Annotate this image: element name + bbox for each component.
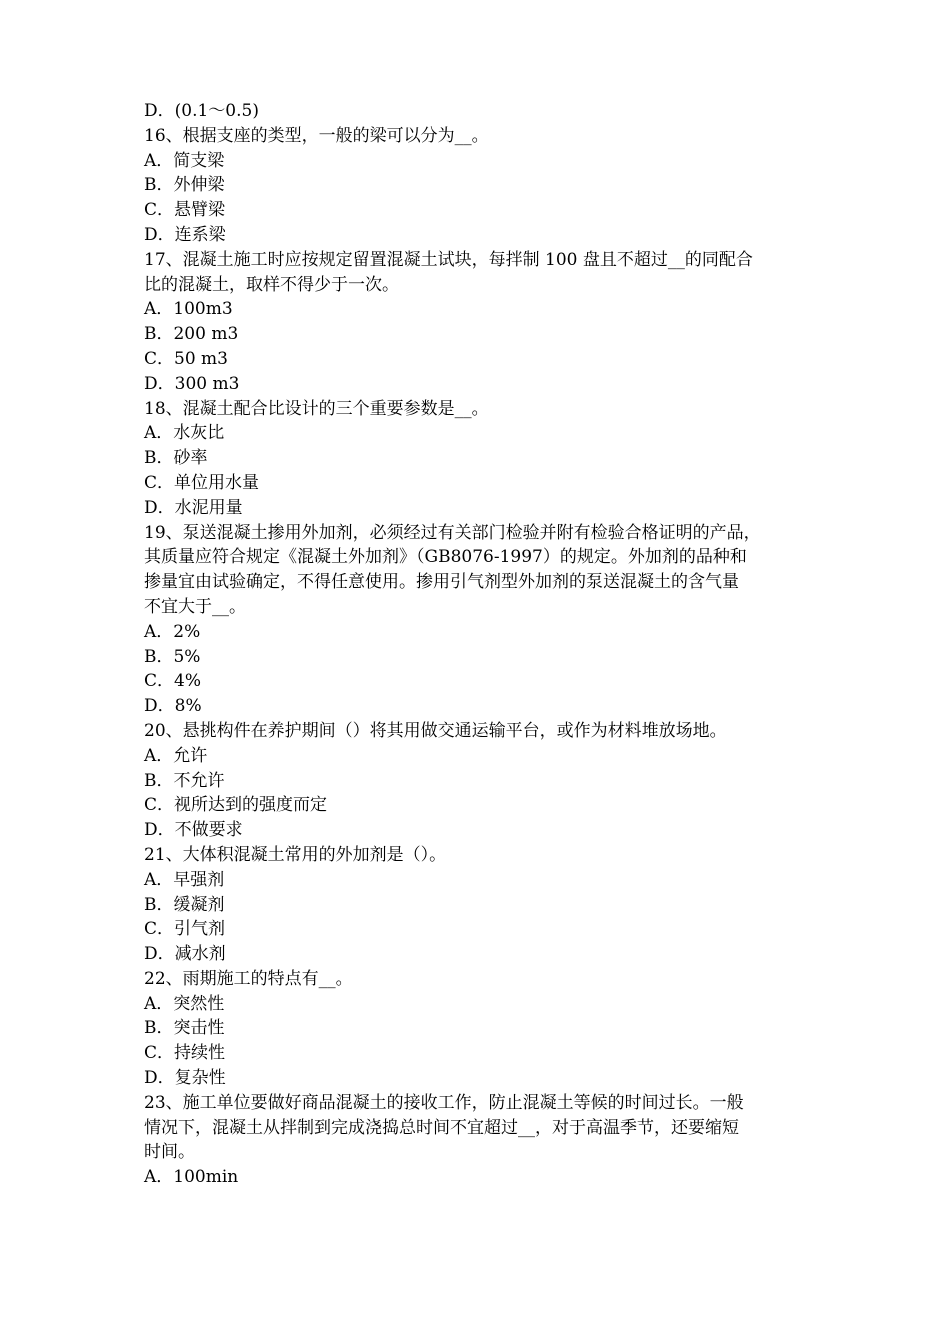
option-line: C．持续性 (144, 1043, 226, 1064)
option-line: C．视所达到的强度而定 (144, 795, 328, 816)
option-line: D．水泥用量 (144, 497, 243, 518)
option-line: A．100m3 (144, 299, 233, 320)
option-line: A．突然性 (144, 993, 225, 1014)
question-19-cont: 掺量宜由试验确定，不得任意使用。掺用引气剂型外加剂的泵送混凝土的含气量 (144, 572, 739, 593)
option-line: B．200 m3 (144, 324, 239, 345)
option-line: B．突击性 (144, 1018, 225, 1039)
question-19-cont: 其质量应符合规定《混凝土外加剂》（GB8076-1997）的规定。外加剂的品种和 (144, 547, 747, 568)
option-line: A．2% (144, 621, 201, 642)
question-21: 21、大体积混凝土常用的外加剂是（）。 (144, 844, 447, 865)
option-line: D．8% (144, 696, 202, 717)
question-23: 23、施工单位要做好商品混凝土的接收工作，防止混凝土等候的时间过长。一般 (144, 1092, 744, 1113)
option-line: C．引气剂 (144, 919, 226, 940)
option-line: A．允许 (144, 745, 208, 766)
option-line: D．(0.1～0.5) (144, 101, 259, 121)
question-19: 19、泵送混凝土掺用外加剂，必须经过有关部门检验并附有检验合格证明的产品， (144, 522, 761, 543)
option-line: B．砂率 (144, 448, 208, 469)
question-17-cont: 比的混凝土，取样不得少于一次。 (144, 274, 399, 295)
question-19-cont: 不宜大于__。 (144, 596, 246, 617)
option-line: D．不做要求 (144, 820, 243, 841)
question-18: 18、混凝土配合比设计的三个重要参数是__。 (144, 398, 489, 419)
option-line: A．100min (144, 1167, 239, 1188)
option-line: D．连系梁 (144, 224, 226, 245)
document-page (144, 99, 814, 1190)
option-line: D．300 m3 (144, 373, 240, 394)
option-line: B．缓凝剂 (144, 894, 225, 915)
option-line: B．不允许 (144, 770, 225, 791)
option-line: B．5% (144, 646, 201, 667)
option-line: C．悬臂梁 (144, 200, 226, 221)
option-line: C．4% (144, 671, 201, 692)
question-20: 20、悬挑构件在养护期间（）将其用做交通运输平台，或作为材料堆放场地。 (144, 720, 727, 741)
option-line: B．外伸梁 (144, 175, 225, 196)
option-line: C．单位用水量 (144, 472, 260, 493)
option-line: C．50 m3 (144, 348, 228, 369)
question-23-cont: 情况下，混凝土从拌制到完成浇捣总时间不宜超过__，对于高温季节，还要缩短 (144, 1117, 739, 1138)
option-line: A．水灰比 (144, 423, 225, 444)
question-17: 17、混凝土施工时应按规定留置混凝土试块，每拌制 100 盘且不超过__的同配合 (144, 249, 753, 270)
question-23-cont: 时间。 (144, 1142, 195, 1163)
option-line: A．早强剂 (144, 869, 225, 890)
option-line: A．简支梁 (144, 150, 225, 171)
option-line: D．复杂性 (144, 1068, 226, 1089)
question-22: 22、雨期施工的特点有__。 (144, 968, 353, 989)
option-line: D．减水剂 (144, 944, 226, 965)
question-16: 16、根据支座的类型，一般的梁可以分为__。 (144, 125, 489, 146)
